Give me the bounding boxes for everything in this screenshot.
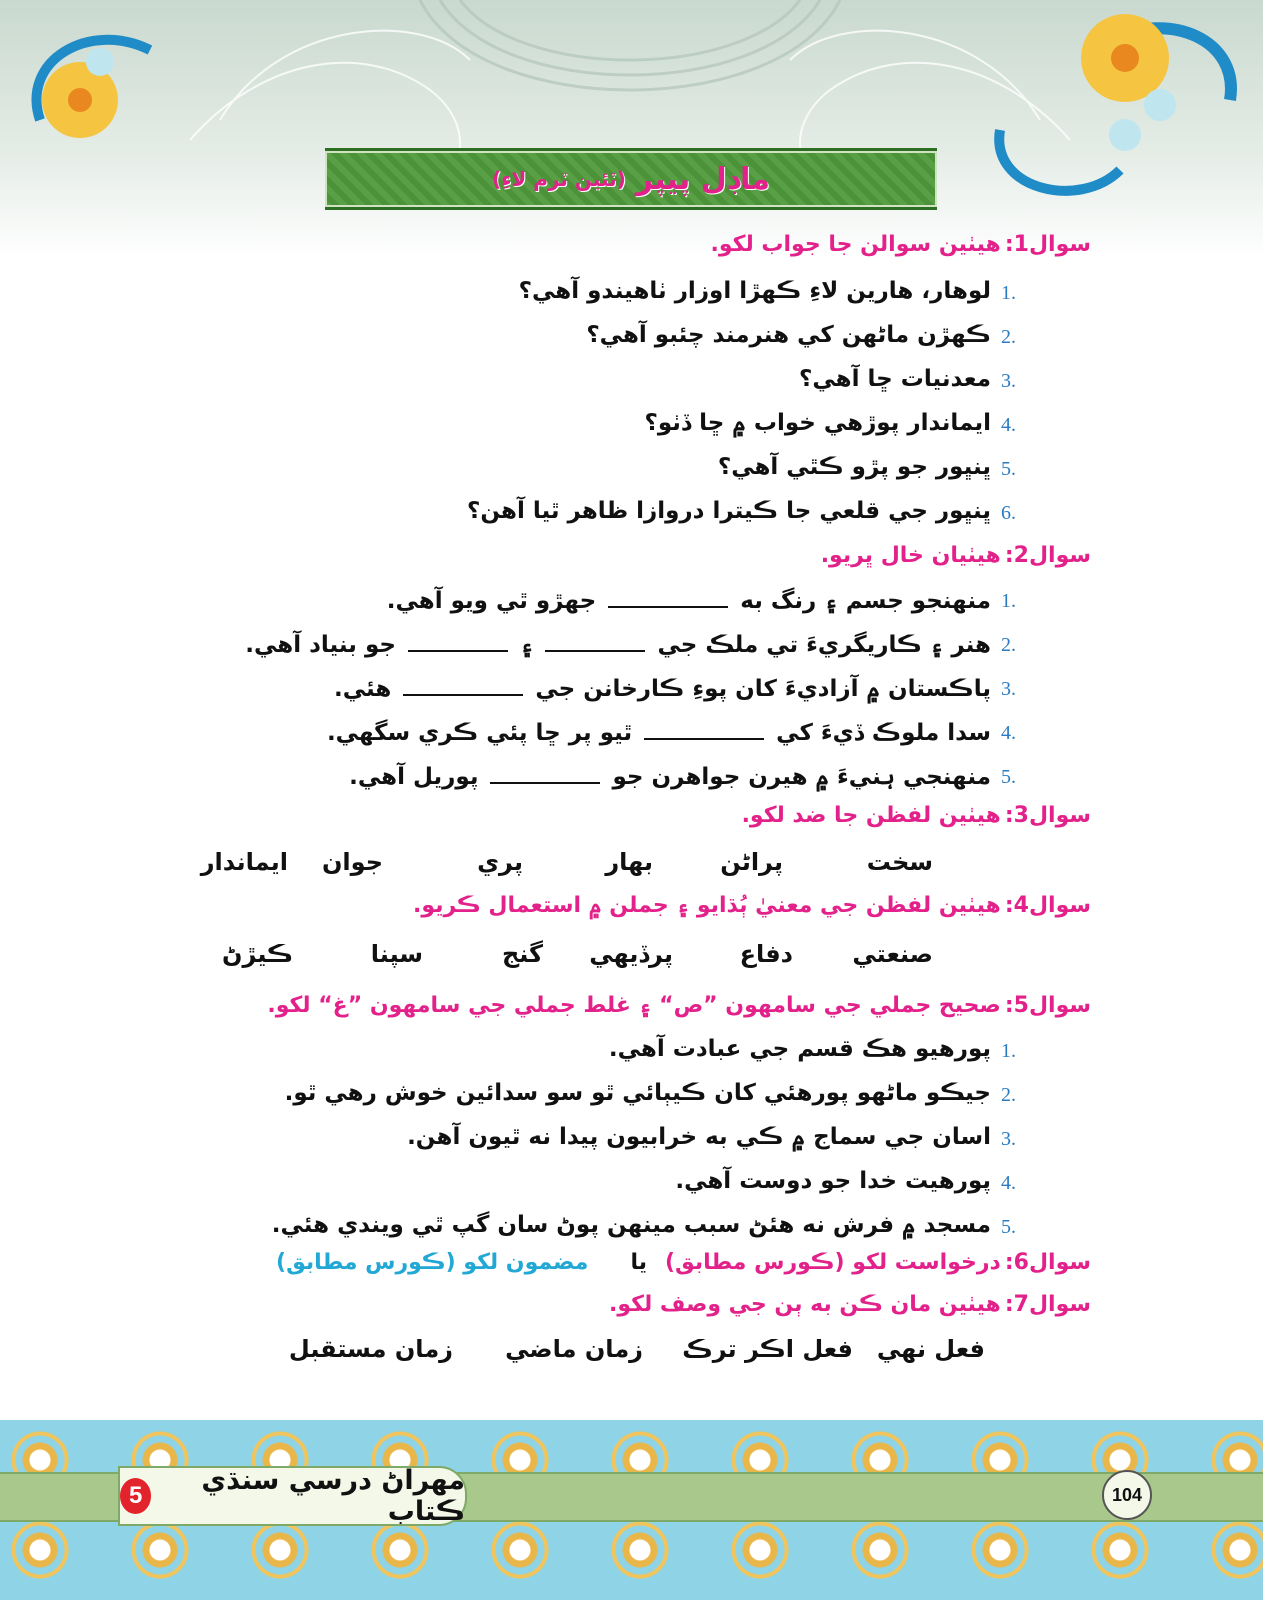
q1-item-number: 3.	[1001, 370, 1016, 392]
q3-heading	[742, 803, 1091, 828]
q2-item-text: ٿيو پر ڇا پئي ڪري سگهي.	[326, 720, 633, 746]
q2-item-text: منهنجي ہنيءَ ۾ هيرن جواهرن جو	[612, 764, 991, 790]
q5-item-number: 1.	[1001, 1040, 1016, 1062]
q5-item: مسجد ۾ فرش نه هئڻ سبب مينهن پوڻ سان گپ ٿي ويندي هئي.	[271, 1212, 991, 1238]
q2-item-text: پوريل آهي.	[349, 764, 479, 790]
q4-word: ڪيڙڻ	[222, 940, 293, 968]
q2-item	[245, 630, 991, 658]
q1-item-number: 5.	[1001, 458, 1016, 480]
q5-item: پورهيت خدا جو دوست آهي.	[675, 1168, 991, 1194]
page-number: 104	[1102, 1470, 1152, 1520]
q5-item-number: 4.	[1001, 1172, 1016, 1194]
fill-blank[interactable]	[403, 674, 523, 696]
q3-word: پري	[477, 848, 523, 876]
q6-option-b: مضمون لکو (ڪورس مطابق)	[276, 1250, 589, 1275]
q1-item: ڀنڀور جي قلعي جا ڪيترا دروازا ظاهر ٿيا آهن؟	[467, 498, 991, 524]
q4-heading	[413, 893, 1091, 918]
q1-prompt: هيٺين سوالن جا جواب لکو.	[710, 232, 1001, 257]
q2-item-text: جو بنياد آهي.	[245, 632, 396, 658]
q2-item	[349, 762, 991, 790]
q7-label: سوال7:	[1004, 1292, 1091, 1317]
q3-word: جوان	[321, 848, 383, 876]
q3-word: ايماندار	[200, 848, 288, 876]
q5-item-number: 3.	[1001, 1128, 1016, 1150]
q7-heading	[609, 1292, 1091, 1317]
q5-heading	[267, 993, 1091, 1018]
q2-item	[334, 674, 991, 702]
page-title: ماڊل پيپر	[635, 161, 770, 197]
q4-label: سوال4:	[1004, 893, 1091, 918]
q4-word: دفاع	[739, 940, 793, 968]
q5-item-number: 2.	[1001, 1084, 1016, 1106]
fill-blank[interactable]	[545, 630, 645, 652]
q2-item	[327, 718, 991, 746]
q2-item-text: پاڪستان ۾ آزاديءَ کان پوءِ ڪارخانن جي	[535, 676, 991, 702]
q2-item-text: جهڙو ٿي ويو آهي.	[386, 588, 597, 614]
fill-blank[interactable]	[490, 762, 600, 784]
q7-word: زمان مستقبل	[288, 1335, 453, 1363]
q7-word: فعل اڪر ترڪ	[682, 1335, 853, 1363]
q4-word: صنعتي	[852, 940, 933, 968]
q1-item: ايماندار پوڙهي خواب ۾ ڇا ڏٺو؟	[644, 410, 991, 436]
q3-word: سخت	[866, 848, 933, 876]
q3-word: بهار	[605, 848, 653, 876]
q5-item-number: 5.	[1001, 1216, 1016, 1238]
q1-heading	[711, 232, 1091, 257]
q2-heading	[821, 543, 1091, 568]
q3-prompt: هيٺين لفظن جا ضد لکو.	[741, 803, 1001, 828]
q4-prompt: هيٺين لفظن جي معنيٰ ٻُڌايو ۽ جملن ۾ استعمال ڪريو.	[413, 893, 1001, 918]
q7-word: زمان ماضي	[505, 1335, 643, 1363]
q5-label: سوال5:	[1004, 993, 1091, 1018]
q4-word: گنج	[501, 940, 543, 968]
q2-item-number: 1.	[1001, 590, 1016, 612]
q1-item-number: 6.	[1001, 502, 1016, 524]
book-number: 5	[120, 1478, 151, 1514]
q2-prompt: هيٺيان خال ڀريو.	[820, 543, 1001, 568]
q1-item-number: 4.	[1001, 414, 1016, 436]
q4-word: سپنا	[370, 940, 423, 968]
q2-item-text: منهنجو جسم ۽ رنگ به	[740, 588, 991, 614]
fill-blank[interactable]	[608, 586, 728, 608]
q5-item: جيڪو ماڻهو پورهئي کان ڪيٻائي ٿو سو سدائين خوش رهي ٿو.	[284, 1080, 991, 1106]
page-subtitle: (ٽئين ٽرم لاءِ)	[492, 167, 626, 191]
q3-word: پراڻن	[720, 848, 783, 876]
q1-label: سوال1:	[1004, 232, 1091, 257]
q5-item: پورهيو هڪ قسم جي عبادت آهي.	[608, 1036, 991, 1062]
q6-option-a: درخواست لکو (ڪورس مطابق)	[664, 1250, 1001, 1275]
q4-word: پرڏيهي	[589, 940, 673, 968]
q1-item-number: 1.	[1001, 282, 1016, 304]
q2-item	[387, 586, 991, 614]
q2-item-number: 2.	[1001, 634, 1016, 656]
q2-item-text: سدا ملوڪ ڏيءَ کي	[776, 720, 991, 746]
q6-or: يا	[630, 1250, 647, 1275]
q2-item-text: ۽	[519, 632, 534, 658]
q1-item-number: 2.	[1001, 326, 1016, 348]
q6-label: سوال6:	[1004, 1250, 1091, 1275]
q2-item-text: هنر ۽ ڪاريگريءَ تي ملڪ جي	[657, 632, 991, 658]
q2-item-number: 5.	[1001, 766, 1016, 788]
q2-item-text: هئي.	[334, 676, 392, 702]
q1-item: لوهار، هارين لاءِ ڪهڙا اوزار ٺاهيندو آهي؟	[518, 278, 991, 304]
book-title-badge	[118, 1466, 467, 1526]
q5-prompt: صحيح جملي جي سامهون ”ص“ ۽ غلط جملي جي سامهون ”غ“ لکو.	[267, 993, 1001, 1018]
q6-heading	[276, 1250, 1091, 1275]
q3-label: سوال3:	[1004, 803, 1091, 828]
fill-blank[interactable]	[644, 718, 764, 740]
book-title: مهراڻ درسي سنڌي ڪتاب	[201, 1465, 465, 1527]
q2-label: سوال2:	[1004, 543, 1091, 568]
q2-item-number: 4.	[1001, 722, 1016, 744]
q5-item: اسان جي سماج ۾ ڪي به خرابيون پيدا نه ٿيون آهن.	[407, 1124, 991, 1150]
q1-item: معدنيات ڇا آهي؟	[799, 366, 991, 392]
q7-word: فعل نهي	[876, 1335, 985, 1363]
q1-item: ڪهڙن ماڻهن کي هنرمند چئبو آهي؟	[586, 322, 991, 348]
q7-prompt: هيٺين مان ڪن به ٻن جي وصف لکو.	[609, 1292, 1001, 1317]
q1-item: ڀنڀور جو پڙو ڪٿي آهي؟	[717, 454, 991, 480]
fill-blank[interactable]	[408, 630, 508, 652]
q2-item-number: 3.	[1001, 678, 1016, 700]
